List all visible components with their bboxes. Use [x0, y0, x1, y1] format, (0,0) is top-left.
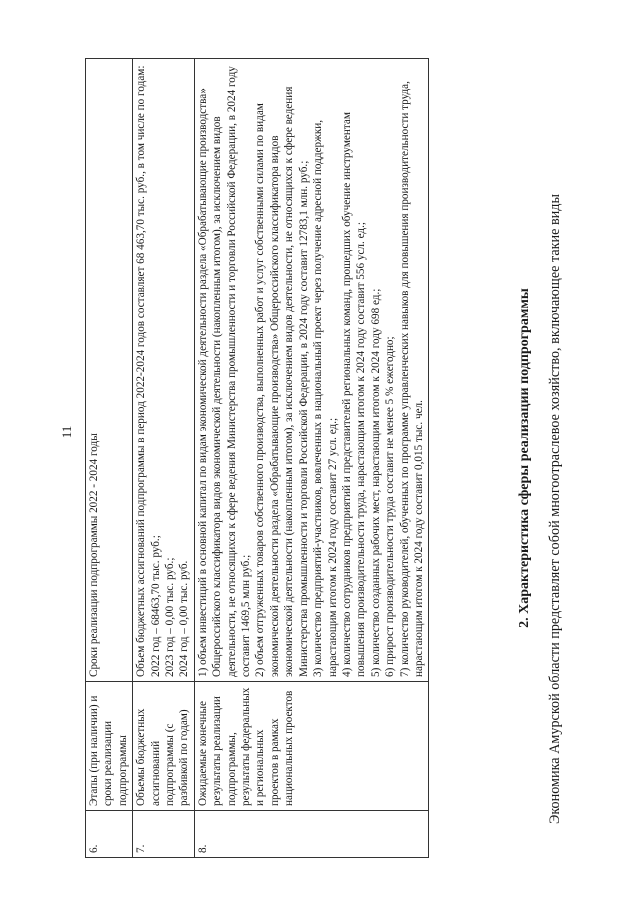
table-row — [86, 59, 133, 858]
content-line: 2024 год – 0,00 тыс. руб. — [178, 560, 191, 677]
section-heading: 2. Характеристика сферы реализации подпрограммы — [517, 288, 532, 628]
content-line: 2022 год – 68463,70 тыс. руб.; — [149, 535, 162, 677]
table-row — [133, 59, 195, 858]
subprogram-passport-table — [85, 58, 429, 858]
content-line: Объем бюджетных ассигнований подпрограммы в период 2022-2024 годов составляет 68 463,70 тыс. руб., в том числе по годам: — [135, 65, 148, 677]
content-line: Сроки реализации подпрограммы 2022 - 2024 годы — [88, 433, 100, 677]
row-content — [86, 59, 133, 682]
page-number: 11 — [59, 425, 74, 439]
rotated-page-content — [85, 58, 605, 858]
content-line: 6) прирост производительности труда составит не менее 5 % ежегодно; — [384, 336, 397, 677]
row-number: 6. — [86, 811, 133, 858]
row-label: Ожидаемые конечные результаты реализации подпрограммы, результаты федеральных и региональных проектов в рамках национальных проектов — [194, 682, 429, 811]
content-line: 4) количество сотрудников предприятий и представителей региональных команд, прошедших обучение инструментам повышения производительности труда, нарастающим итогом к 2024 году составит 556 усл. ед.; — [340, 112, 368, 677]
row-number: 7. — [133, 811, 195, 858]
row-number: 8. — [194, 811, 429, 858]
row-label: Этапы (при наличии) и сроки реализации подпрограммы — [86, 682, 133, 811]
row-content — [133, 59, 195, 682]
content-line: 2) объем отгруженных товаров собственного производства, выполненных работ и услуг собственными силами по видам экономической деятельности раздела «Обрабатывающие производства» Общероссийского классификатора видов экономической деятельности (накопленным итогом), за исключением видов деятельности, не относящихся к сфере ведения Министерства промышленности и торговли Российской Федерации, в 2024 году составит 12783,1 млн. руб.; — [254, 86, 310, 677]
row-content — [194, 59, 429, 682]
content-line: 2023 год – 0,00 тыс. руб.; — [164, 557, 177, 677]
row-label: Объемы бюджетных ассигнований подпрограммы (с разбивкой по годам) — [133, 682, 195, 811]
content-line: 7) количество руководителей, обученных по программе управленческих навыков для повышения производительности труда, нарастающим итогом к 2024 году составит 0,015 тыс. чел. — [398, 81, 425, 677]
content-line: 1) объем инвестиций в основной капитал по видам экономической деятельности раздела «Обрабатывающие производства» Общероссийского классификатора видов экономической деятельности (накопленным итогом), за исключением видов деятельности, не относящихся к сфере ведения Министерства промышленности и торговли Российской Федерации, в 2024 году составит 1469,5 млн руб.; — [196, 66, 253, 677]
table-row — [194, 59, 429, 858]
body-paragraph: Экономика Амурской области представляет собой многоотраслевое хозяйство, включающее такие виды — [547, 193, 563, 824]
content-line: 5) количество созданных рабочих мест, нарастающим итогом к 2024 году 698 ед.; — [369, 288, 382, 677]
content-line: 3) количество предприятий-участников, вовлеченных в национальный проект через получение адресной поддержки, нарастающим итогом к 2024 году составит 27 усл. ед.; — [312, 119, 339, 677]
